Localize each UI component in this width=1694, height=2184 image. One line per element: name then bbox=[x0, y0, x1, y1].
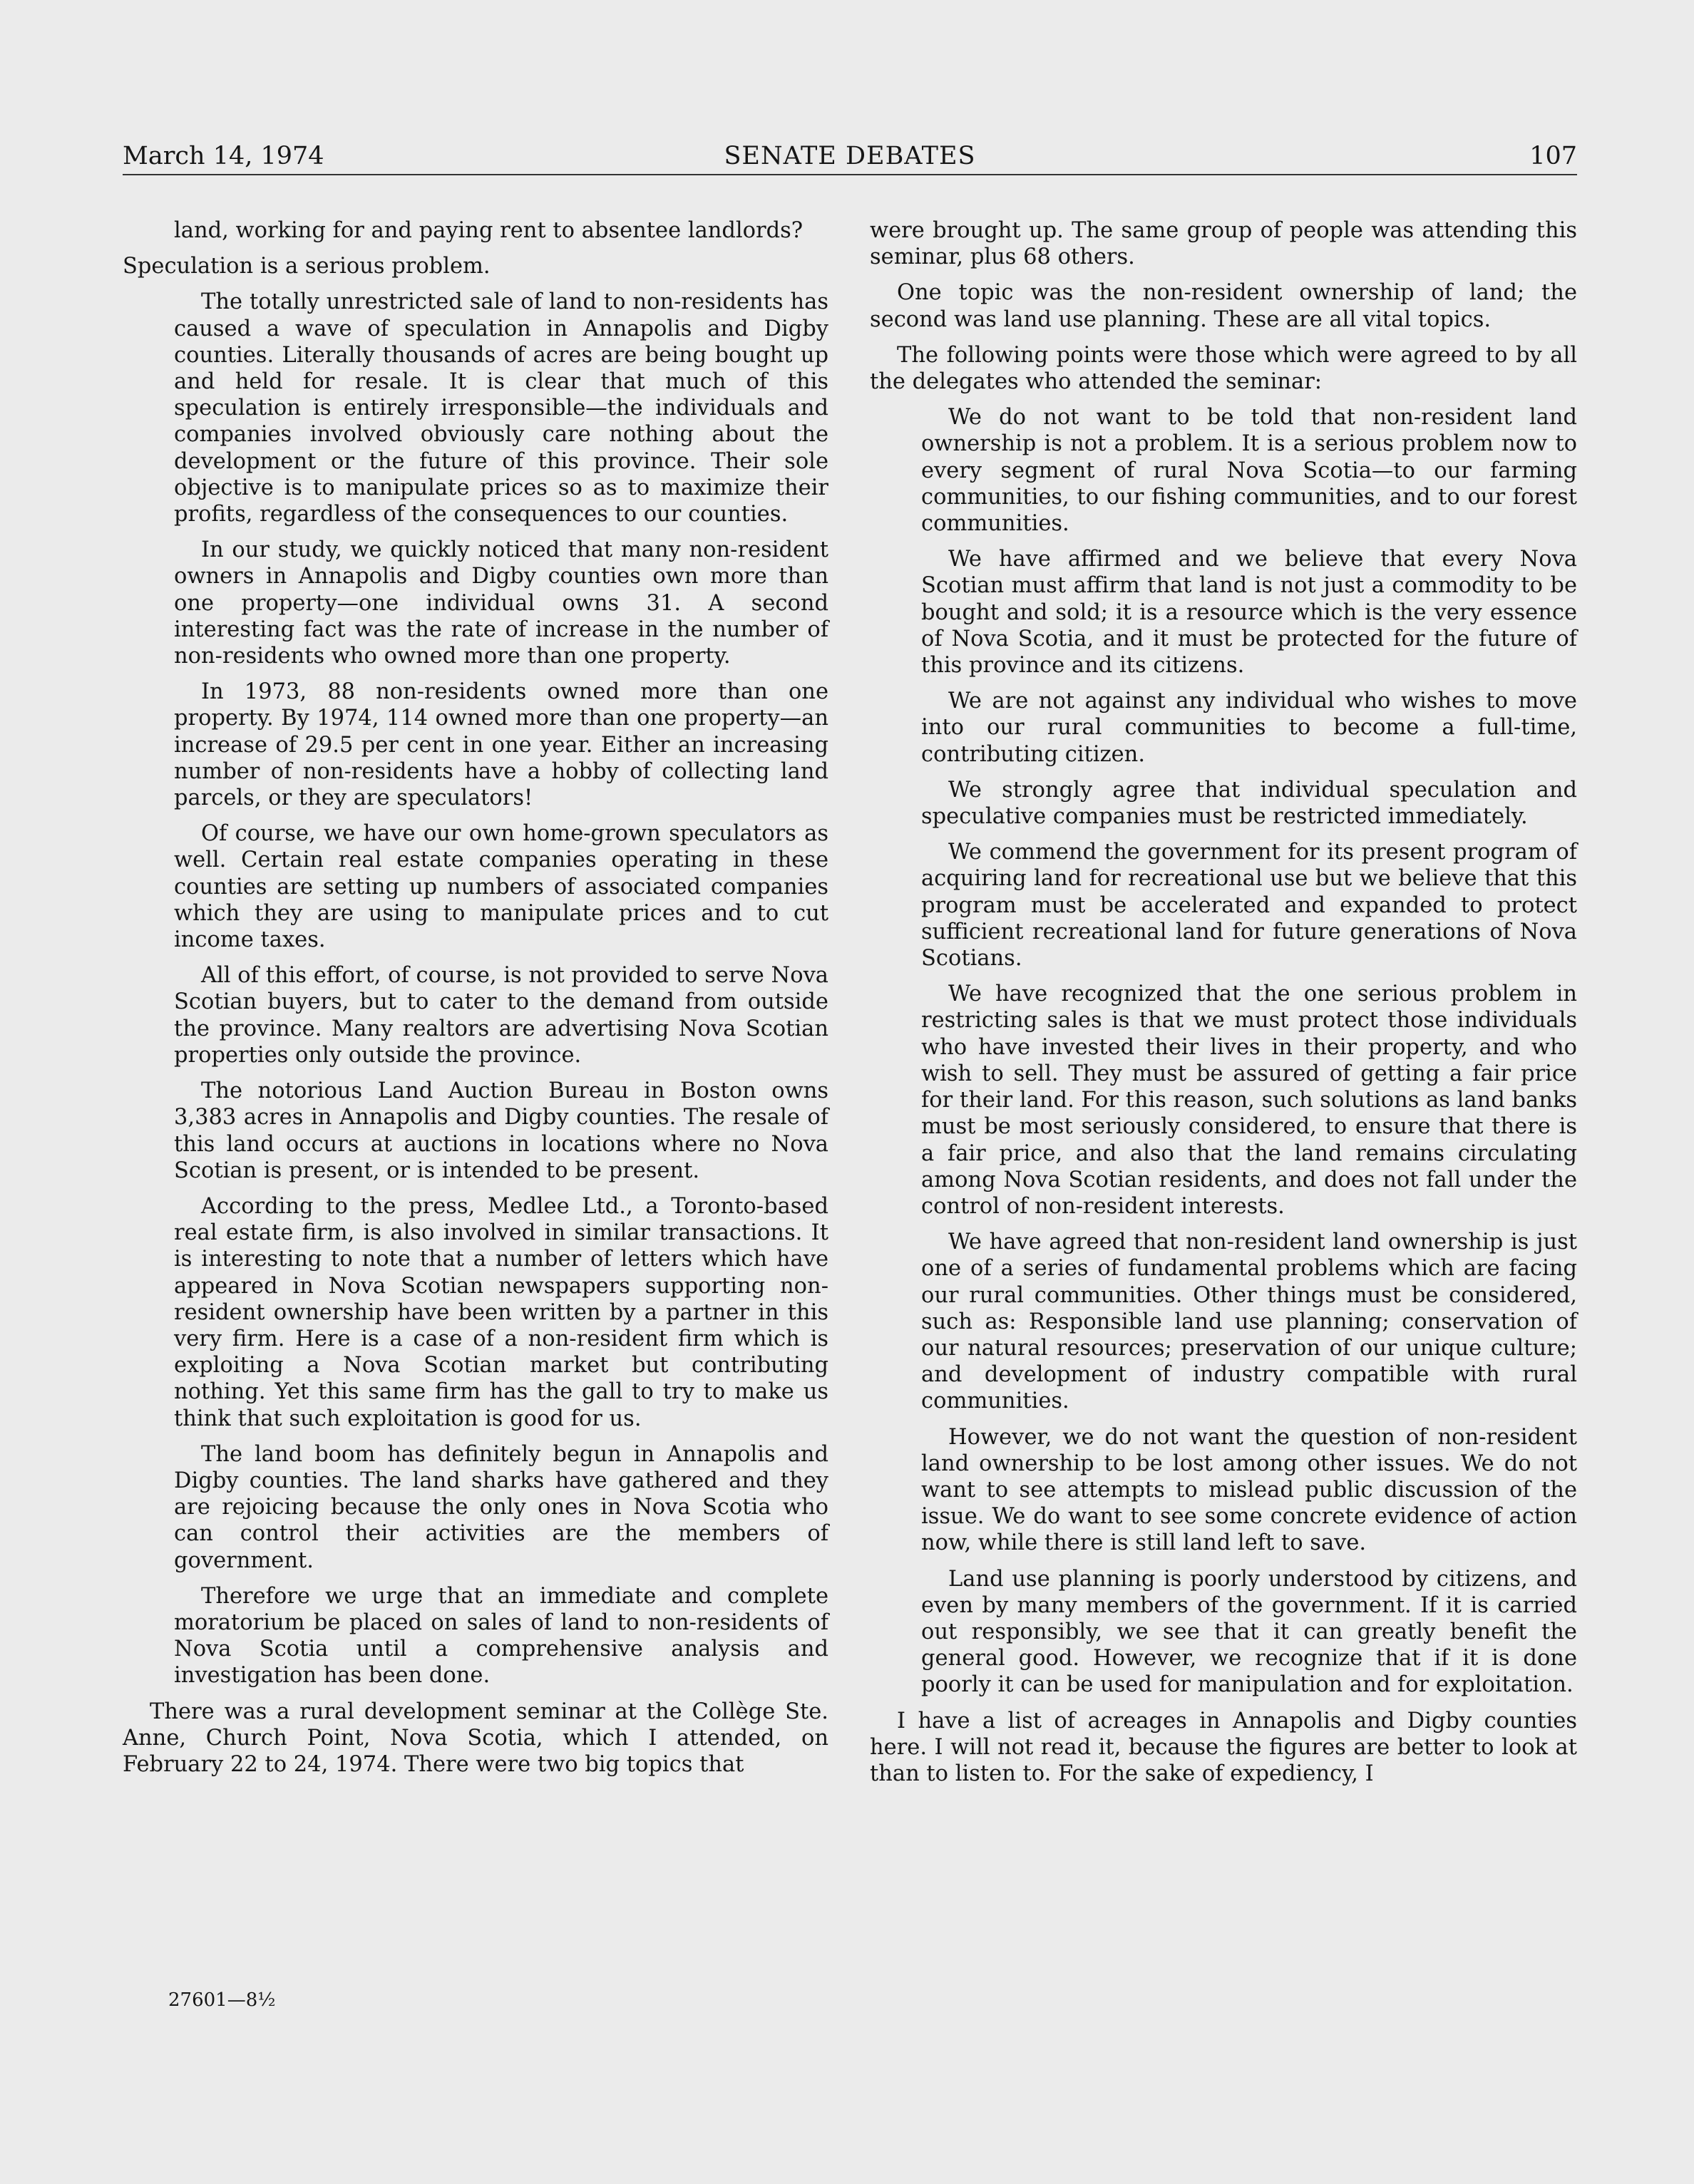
paragraph: All of this effort, of course, is not provided to serve Nova Scotian buyers, but to cater to the demand from outside the province. Many realtors are advertising Nova Scotian properties only outside the province. bbox=[174, 963, 828, 1068]
running-header bbox=[123, 138, 1577, 175]
paragraph: The totally unrestricted sale of land to non-residents has caused a wave of speculation in Annapolis and Digby counties. Literally thousands of acres are being bought up and held for resale. It is clear that much of this speculation is entirely irresponsible—the individuals and companies involved obviously care nothing about the development or the future of this province. Their sole objective is to manipulate prices so as to maximize their profits, regardless of the consequences to our counties. bbox=[174, 289, 828, 527]
paragraph: We have recognized that the one serious problem in restricting sales is that we must protect those individuals who have invested their lives in their property, and who wish to sell. They must be assured of getting a fair price for their land. For this reason, such solutions as land banks must be most seriously considered, to ensure that there is a fair price, and also that the land remains circulating among Nova Scotian residents, and does not fall under the control of non-resident interests. bbox=[921, 982, 1577, 1219]
paragraph: The notorious Land Auction Bureau in Boston owns 3,383 acres in Annapolis and Digby counties. The resale of this land occurs at auctions in locations where no Nova Scotian is present, or is intended to be present. bbox=[174, 1078, 828, 1183]
header-date: March 14, 1974 bbox=[123, 142, 324, 170]
print-code: 27601—8½ bbox=[168, 1989, 276, 2011]
paragraph: There was a rural development seminar at the Collège Ste. Anne, Church Point, Nova Scotia, which I attended, on February 22 to 24, 1974. There were two big topics that bbox=[123, 1699, 828, 1777]
paragraph: We commend the government for its present program of acquiring land for recreational use but we believe that this program must be accelerated and expanded to protect sufficient recreational land for future generations of Nova Scotians. bbox=[921, 840, 1577, 972]
paragraph: Land use planning is poorly understood by citizens, and even by many members of the government. If it is carried out responsibly, we see that it can greatly benefit the general good. However, we recognize that if it is done poorly it can be used for manipulation and for exploitation. bbox=[921, 1566, 1577, 1698]
paragraph: According to the press, Medlee Ltd., a Toronto-based real estate firm, is also involved in similar transactions. It is interesting to note that a number of letters which have appeared in Nova Scotian newspapers supporting non-resident ownership have been written by a partner in this very firm. Here is a case of a non-resident firm which is exploiting a Nova Scotian market but contributing nothing. Yet this same firm has the gall to try to make us think that such exploitation is good for us. bbox=[174, 1193, 828, 1431]
right-column bbox=[870, 217, 1577, 1796]
paragraph: The following points were those which were agreed to by all the delegates who attended the seminar: bbox=[870, 342, 1577, 395]
paragraph: land, working for and paying rent to absentee landlords? bbox=[174, 218, 804, 243]
paragraph: Speculation is a serious problem. bbox=[123, 254, 491, 279]
paragraph: I have a list of acreages in Annapolis and Digby counties here. I will not read it, because the figures are better to look at than to listen to. For the sake of expediency, I bbox=[870, 1708, 1577, 1786]
paragraph: We strongly agree that individual speculation and speculative companies must be restricted immediately. bbox=[921, 777, 1577, 830]
paragraph: The land boom has definitely begun in Annapolis and Digby counties. The land sharks have gathered and they are rejoicing because the only ones in Nova Scotia who can control their activities are the members of government. bbox=[174, 1441, 828, 1573]
paragraph: Therefore we urge that an immediate and complete moratorium be placed on sales of land to non-residents of Nova Scotia until a comprehensive analysis and investigation has been done. bbox=[174, 1583, 828, 1689]
header-page-number: 107 bbox=[1529, 142, 1577, 170]
paragraph: In our study, we quickly noticed that many non-resident owners in Annapolis and Digby counties own more than one property—one individual owns 31. A second interesting fact was the rate of increase in the number of non-residents who owned more than one property. bbox=[174, 537, 828, 669]
paragraph: In 1973, 88 non-residents owned more than one property. By 1974, 114 owned more than one property—an increase of 29.5 per cent in one year. Either an increasing number of non-residents have a hobby of collecting land parcels, or they are speculators! bbox=[174, 679, 828, 811]
paragraph: However, we do not want the question of non-resident land ownership to be lost among other issues. We do not want to see attempts to mislead public discussion of the issue. We do want to see some concrete evidence of action now, while there is still land left to save. bbox=[921, 1424, 1577, 1556]
left-column bbox=[123, 217, 828, 1787]
paragraph: were brought up. The same group of people was attending this seminar, plus 68 others. bbox=[870, 218, 1577, 270]
paragraph: We are not against any individual who wishes to move into our rural communities to become a full-time, contributing citizen. bbox=[921, 689, 1577, 767]
paragraph: We have agreed that non-resident land ownership is just one of a series of fundamental problems which are facing our rural communities. Other things must be considered, such as: Responsible land use planning; conservation of our natural resources; preservation of our unique culture; and development of industry compatible with rural communities. bbox=[921, 1230, 1577, 1414]
paragraph: We have affirmed and we believe that every Nova Scotian must affirm that land is not just a commodity to be bought and sold; it is a resource which is the very essence of Nova Scotia, and it must be protected for the future of this province and its citizens. bbox=[921, 547, 1577, 679]
header-title: SENATE DEBATES bbox=[724, 142, 976, 170]
paragraph: One topic was the non-resident ownership of land; the second was land use planning. These are all vital topics. bbox=[870, 280, 1577, 332]
paragraph: Of course, we have our own home-grown speculators as well. Certain real estate companies operating in these counties are setting up numbers of associated companies which they are using to manipulate prices and to cut income taxes. bbox=[174, 821, 828, 953]
paragraph: We do not want to be told that non-resident land ownership is not a problem. It is a serious problem now to every segment of rural Nova Scotia—to our farming communities, to our fishing communities, and to our forest communities. bbox=[921, 405, 1577, 537]
